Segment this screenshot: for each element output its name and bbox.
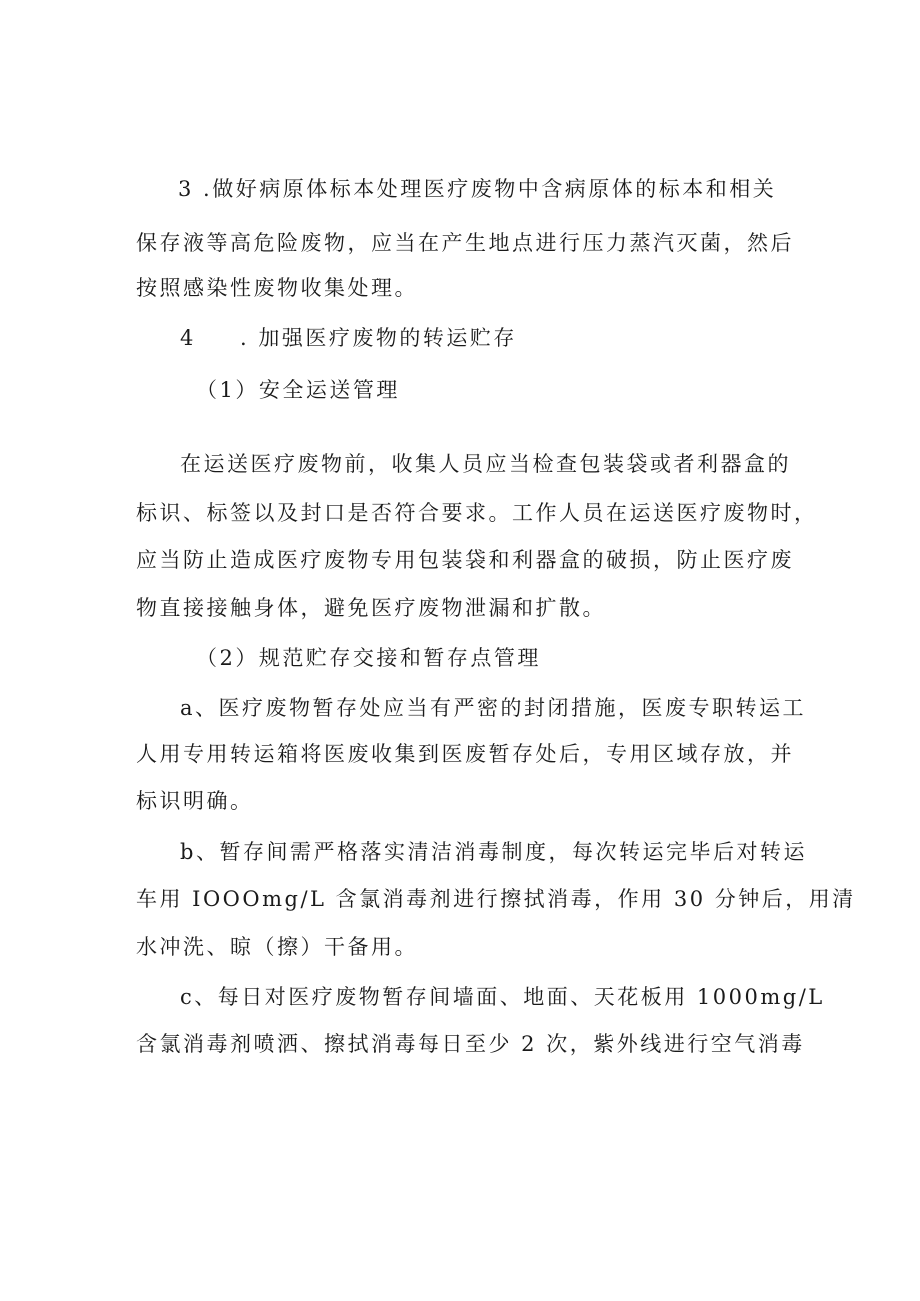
item-a-line-2: 人用专用转运箱将医废收集到医废暂存处后，专用区域存放，并 [136,742,794,766]
heading-4-number: 4 [180,326,196,350]
subheading-1: （1）安全运送管理 [196,378,400,402]
item-b-line-1: b、暂存间需严格落实清洁消毒制度，每次转运完毕后对转运 [180,840,807,864]
paragraph-3-line-2: 保存液等高危险废物，应当在产生地点进行压力蒸汽灭菌，然后 [136,231,794,255]
subheading-2: （2）规范贮存交接和暂存点管理 [196,646,541,670]
paragraph-transport-line-1: 在运送医疗废物前，收集人员应当检查包装袋或者利器盒的 [180,452,791,476]
item-c-line-1: c、每日对医疗废物暂存间墙面、地面、天花板用 1000mg/L [180,985,825,1009]
paragraph-transport-line-4: 物直接接触身体，避免医疗废物泄漏和扩散。 [136,596,606,620]
item-a-line-1: a、医疗废物暂存处应当有严密的封闭措施，医废专职转运工 [180,696,807,720]
paragraph-3-line-1: 3 .做好病原体标本处理医疗废物中含病原体的标本和相关 [178,177,777,201]
item-c-line-2: 含氯消毒剂喷洒、擦拭消毒每日至少 2 次，紫外线进行空气消毒 [136,1032,805,1056]
item-a-line-3: 标识明确。 [136,789,254,813]
paragraph-transport-line-2: 标识、标签以及封口是否符合要求。工作人员在运送医疗废物时， [136,501,818,525]
paragraph-transport-line-3: 应当防止造成医疗废物专用包装袋和利器盒的破损，防止医疗废 [136,548,794,572]
item-b-line-3: 水冲洗、晾（擦）干备用。 [136,935,418,959]
paragraph-3-line-3: 按照感染性废物收集处理。 [136,276,418,300]
heading-4-text: . 加强医疗废物的转运贮存 [240,326,517,350]
item-b-line-2: 车用 IOOOmg/L 含氯消毒剂进行擦拭消毒，作用 30 分钟后，用清 [136,887,856,911]
